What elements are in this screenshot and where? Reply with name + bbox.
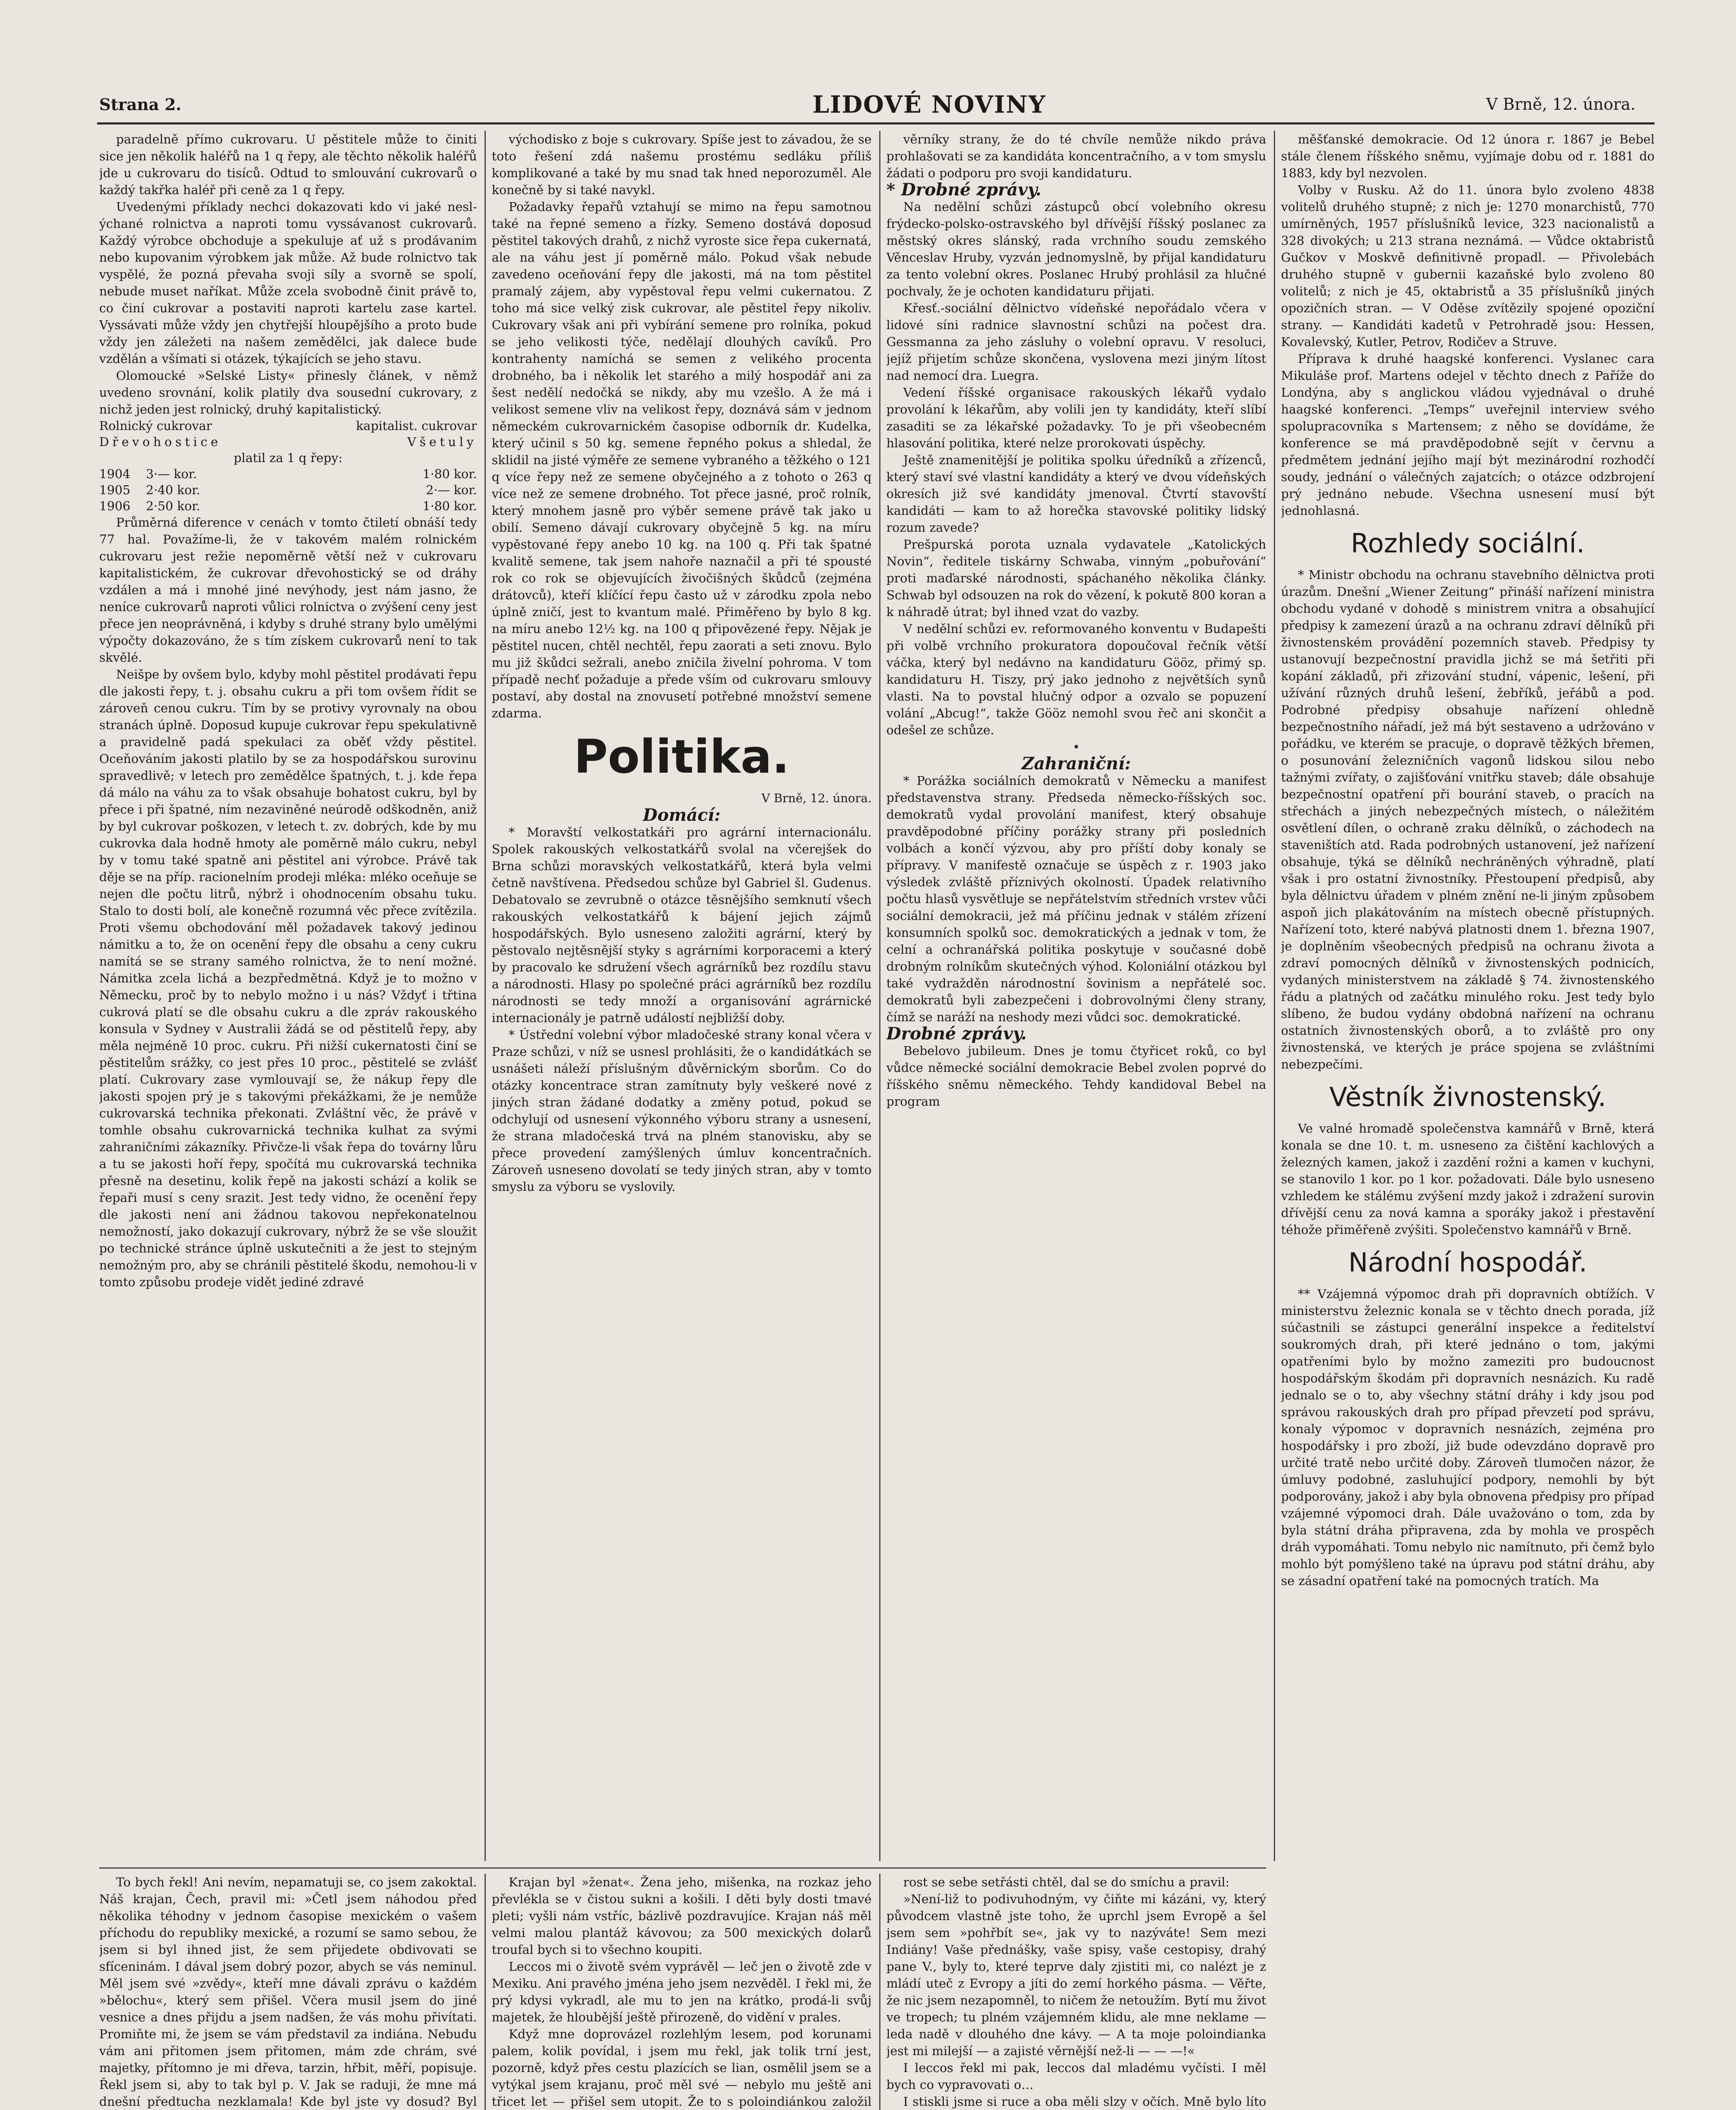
- table-place-left: Dřevohostice: [99, 435, 222, 449]
- article-text: V nedělní schůzi ev. reformovaného konventu v Budapešti při volbě vrchního prokuratora dopoučoval řečník větší váčka, který byl nedávno na kandidaturu Gööz, přimý sp. kandidaturu H. Tiszy, prý jako jednoho z největších synů vlasti. Na to povstal hlučný odpor a ozvalo se popuzení volání „Abcug!“, takže Gööz nemohl svou řeč ani skončit a odešel ze schůze.: [886, 622, 1266, 737]
- table-head-right: kapitalist. cukrovar: [356, 419, 477, 433]
- article-text: Vedení říšské organisace rakouských lékařů vydalo provolání k lékařům, aby volili jen ty kandidáty, kteří slíbí zasaditi se za lékařské požadavky. To je při všeobecném hlasování politika, které nelze prorokovati úspěchy.: [886, 385, 1266, 450]
- column-3: [886, 131, 1266, 1861]
- article-text: Ve valné hromadě společenstva kamnářů v Brně, která konala se dne 10. t. m. usneseno za čištění kachlových a železných kamen, jakož i zazdění rožni a kamen v kuchyni, se stanovilo 1 kor. po 1 kor. požadovati. Dále bylo usneseno vzhledem ke stálému zvýšení mzdy jakož i zdražení surovin dřívější cenu za nová kamna a sporáky jakož i přestavění téhože přiměřeně zvýšiti. Společenstvo kamnářů v Brně.: [1281, 1121, 1655, 1237]
- feuilleton-column-1: [99, 1874, 477, 2110]
- column-2: [492, 131, 872, 1861]
- feuilleton-text: »Není-liž to podivuhodným, vy čiňte mi kázáni, vy, který původcem vlastně jste toho, že uprchl jsem Evropě a šel jsem sem »pohřbít se«, jak vy to nazýváte! Sem mezi Indiány! Vaše přednášky, vaše spisy, vaše cestopisy, drahý pane V., byly to, které teprve daly zjistiti mi, co nalézt je z mládí uteč z Evropy a jíti do zemí horkého pásma. — Věřte, že nic jsem nezapomněl, to ničem že netoužím. Bytí mu život ve tropech; tu plném vzájemném klidu, ale mne neklame — leda nadě v dlouhého dne kávy. — A ta moje poloindianka jest mi milejší — a zajisté věrnější než-li — — —!«: [886, 1892, 1266, 2058]
- column-4: [1281, 131, 1655, 2110]
- article-text: Průměrná diference v cenách v tomto čtiletí obnáší tedy 77 hal. Považíme-li, že v takovém malém rolnickém cukrovaru jest režie nepoměrně větší než v cukrovaru kapitalistickém, že cukrovar dřevohostický se od dráhy vzdálen a má i mnohé jiné nevýhody, jest nám jasno, že neníce cukrovarů naproti vůlici rolnictva o zvýšení ceny jest přece jen neoprávněná, i kdyby s druhé strany bylo umělými výpočty dokazováno, že s tím získem cukrovarů není to tak skvělé.: [99, 515, 477, 665]
- article-text: * Moravští velkostatkáři pro agrární internacionálu. Spolek rakouských velkostatkářů svolal na včerejšek do Brna schůzi moravských velkostatkářů, která byla velmi četně navštívena. Předsedou schůze byl Gabriel šl. Gudenus. Debatovalo se zevrubně o otázce těsnějšího semknutí všech rakouských velkostatkářů k bájení jejich zájmů hospodářských. Bylo usneseno založiti agrární, který by pěstovalo nejtěsnější styky s agrárními korporacemi a který by pracovalo ke sdružení všech agrárníků bez rozdílu stavu a národnosti. Hlasy po společné práci agrárníků bez rozdílu národnosti se tedy množí a organisování agrárnické internacionály je patrně událostí nejbližší doby.: [492, 825, 872, 1025]
- article-text: ** Vzájemná výpomoc drah při dopravních obtížích. V ministerstvu železnic konala se v těchto dnech porada, jíž súčastnili se zástupci generální inspekce a ředitelství soukromých drah, při které jednáno o tom, jakými opatřeními bylo by možno zameziti pro budoucnost hospodářským škodám při dopravních nesnázích. Ku radě jednalo se o to, aby všechny státní dráhy i kdy jsou pod správou rakouských drah pro případ převzetí pod správu, konaly výpomoc v dopravních nesnázích, zejména pro hospodářsky i pro zboží, již bude odevzdáno dopravě pro určité tratě nebo určité doby. Zároveň tlumočen názor, že úmluvy podobné, zasluhující podpory, nemohli by být podporovány, jakož i aby byla obnovena předpisy pro případ vzájemné výpomoci drah. Dále uvažováno o tom, zda by byla státní dráha připravena, zda by mohla ve prospěch dráh vypomáhati. Tomu nebylo nic namítnuto, při čemž bylo mohlo být pomýšleno také na úpravu pod státní dráhu, aby se zásadní opatření také na pomocných tratích. Ma: [1281, 1287, 1655, 1588]
- article-text: měšťanské demokracie. Od 12 února r. 1867 je Bebel stále členem říšského sněmu, vyjímaje dobu od r. 1881 do 1883, kdy byl nezvolen.: [1281, 132, 1655, 180]
- drobne-zpravy-heading: Drobné zprávy.: [886, 1024, 1027, 1044]
- article-text: Příprava k druhé haagské konferenci. Vyslanec cara Mikuláše prof. Martens odejel v těchto dnech z Paříže do Londýna, aby s anglickou vládou vyjednával o druhé haagské konferenci. „Temps“ uveřejnil interview svého spolupracovníka s Martensem; z něho se dovídáme, že konference se má pravděpodobně sejít v červnu a předmětem jednání jejího mají být mezinárodní rozhodčí soudy, jednání o válečných zajatcích; o otázce odzbrojení prý jednáno nebude. Všechna usnesení musí být jednohlasná.: [1281, 352, 1655, 518]
- article-text: Neišpe by ovšem bylo, kdyby mohl pěstitel prodávati řepu dle jakosti řepy, t. j. obsahu cukru a při tom ovšem řídit se zároveň cenou cukru. Tím by se protivy vyrovnaly na obou stranách úplně. Doposud kupuje cukrovar řepu spekulativně a pravidelně padá spekulaci za oběť vždy pěstitel. Oceňováním jakosti platilo by se za hospodářskou surovinu spravedlivě; v letech pro zemědělce špatných, t. j. kde řepa dá málo na váhu za to však obsahuje bohatost cukru, byl by přece i při špatné, ním nezaviněné neúrodě odškodněn, aniž by byl cukrovar poškozen, v letech t. zv. dobrých, kde by mu cukrovka dala hodně hmoty ale poměrně málo cukru, nebyl by v tomu také spatně ani pěstitel ani výrobce. Právě tak děje se na příp. racionelním prodeji mléka: mléko oceňuje se nejen dle počtu litrů, nýbrž i ohodnocením obsahu tuku. Stalo to dosti bolí, ale konečně rozumná věc přece zvítězila. Proti všemu obchodování měl požadavek takový jedinou námitku a to, že on ocenění řepy dle obsahu a ceny cukru namítá se se strany samého rolnictva, že to není možné. Námitka zcela lichá a bezpředmětná. Když je to možno v Německu, proč by to nebylo možno i u nás? Vždyť i třtina cukrová platí se dle obsahu cukru a dle zpráv rakouského konsula v Sydney v Australii žádá se od pěstitelů řepy, aby měla nejméně 10 proc. cukru. Při nižší cukernatosti činí se pěstitelům srážky, co jest přes 10 proc., pěstitelé se zvlášť platí. Cukrovary zase vymlouvají se, že nákup řepy dle jakosti spojen prý je s takovými překážkami, že je nemůže cukrovarská technika překonati. Zvláštní věc, že právě v tomhle obsahu cukrovarnická technika kulhat za svými zahraničními zákazníky. Přivčze-li však řepa do továrny lůru a tu se jakosti hoří řepy, spočítá mu cukrovarská technika přesně na desetinu, kolik řepě na jakosti schází a kolik se řepaři musí s ceny srazit. Jest tedy vidno, že ocenění řepy dle jakosti není ani žádnou takovou nepřekonatelnou nemožností, jako dokazují cukrovary, nýbrž že se vše sloužit po technické stránce úplně uskutečniti a že jest to stejným nemožným pro, aby se chránili pěstitelé škodu, nemohou-li v tomto způsobu prodeje vidět jediné zdravé: [99, 667, 477, 1289]
- article-text: Ještě znamenitější je politika spolku úředníků a zřízenců, který staví své vlastní kandidáty a který ve dvou vídeňských okresích již své kandidáty jmenoval. Čtvrtí stavovští kandidáti — kam to až horečka stavovské politiky lidský rozum zavede?: [886, 453, 1266, 535]
- feuilleton-text: To bych řekl! Ani nevím, nepamatuji se, co jsem zakoktal. Náš krajan, Čech, pravil mi: »Četl jsem náhodou před několika téhodny v jednom časopise mexickém o vašem příchodu do republiky mexické, a rozumí se samo sebou, že jsem si byl ihned jist, že sem přijedete obdivovati se sfíceninám. I dával jsem dobrý pozor, abych se vás neminul. Měl jsem své »zvědy«, kteří mne dávali zprávu o každém »bělochu«, který sem přišel. Včera musil jsem do jiné vesnice a dnes přijdu a jsem nadšen, že vás mohu přivítati. Promiňte mi, že jsem se vám představil za indiána. Nebudu vám ani přitomen jsem přitomen, mám zde chrám, své majetky, přítomno je mi dřeva, tarzin, hřbit, měří, popisuje. Řekl jsem si, aby to tak byl p. V. Jak se raduji, že mne má dnešní předtucha nezklamala! Kde byl jste vy dosud? Byl: [99, 1875, 477, 2109]
- narodni-heading: Národní hospodář.: [1348, 1247, 1587, 1278]
- politika-heading: Politika.: [574, 730, 790, 784]
- table-caption: platil za 1 q řepy:: [233, 451, 343, 465]
- feuilleton-text: Krajan byl »ženat«. Žena jeho, mišenka, na rozkaz jeho převlékla se v čistou sukni a košili. I děti byly dosti tmavé pleti; vyšli nám vstříc, bázlivě pozdravujíce. Krajan náš měl velmi malou plantáž kávovou; za 500 mexických dolarů troufal bych si to všechno koupiti.: [492, 1875, 872, 1957]
- feuilleton-rule: [99, 1867, 1266, 1869]
- article-text: Volby v Rusku. Až do 11. února bylo zvoleno 4838 volitelů druhého stupně; z nich je: 1270 monarchistů, 770 umírněných, 1957 příslušníků levice, 323 nacionalistů a 328 divokých; u 213 strana neznámá. — Vůdce oktabristů Gučkov v Moskvě definitivně propadl. — Přivolebách druhého stupně v gubernii kazaňské bylo zvoleno 80 volitelů; z nich je 45, oktabristů a 35 příslušníků jiných opozičních stran. — V Oděse zvítězily spojené opoziční strany. — Kandidáti kadetů v Petrohradě jsou: Hessen, Kovalevský, Kutler, Petrov, Rodičev a Struve.: [1281, 183, 1655, 349]
- feuilleton-text: rost se sebe setřásti chtěl, dal se do smíchu a pravil:: [903, 1875, 1230, 1889]
- drobne-zpravy-heading: * Drobné zprávy.: [886, 180, 1042, 200]
- article-text: Bebelovo jubileum. Dnes je tomu čtyřicet roků, co byl vůdce německé sociální demokracie Bebel zvolen poprvé do říšského sněmu německého. Tehdy kandidoval Bebel na program: [886, 1044, 1266, 1109]
- domaci-heading: Domácí:: [643, 805, 720, 825]
- table-row: 1904 3·— kor. 1·80 kor.: [99, 467, 477, 481]
- masthead: [99, 91, 1652, 120]
- masthead-rule: [97, 122, 1655, 124]
- column-1: [99, 131, 477, 1861]
- article-text: Olomoucké »Selské Listy« přinesly článek, v němž uvedeno srovnání, kolik platily dva sousední cukrovary, z nichž jeden jest rolnický, druhý kapitalistický.: [99, 368, 477, 417]
- column-divider: [1274, 131, 1275, 1861]
- date-line: V Brně, 12. února.: [1486, 95, 1636, 114]
- feuilleton-text: I leccos řekl mi pak, leccos dal mladému vyčísti. I měl bych co vypravovati o…: [886, 2061, 1266, 2092]
- vestnik-heading: Věstník živnostenský.: [1329, 1082, 1606, 1112]
- table-row: 1905 2·40 kor. 2·— kor.: [99, 483, 477, 497]
- article-text: Uvedenými příklady nechci dokazovati kdo vi jaké neslýchané rolnictva a naproti tomu vyssávanost cukrovarů. Každý výrobce obchoduje a spekuluje ať už s prodávanim nebo kupovanim výrobkem jak může. Až bude rolnictvo tak vyspělé, že pozná převaha svoji síly a svorně se spolí, nebude muset naříkat. Může zcela svobodně činit právě to, co činí cukrovar a postaviti naproti kartelu zase kartel. Vyssávati může vždy jen chytřejší hloupějšího a proto bude vždy jen záležeti na našem zemědělci, jak dalece bude vzdělán a všímati si otázek, týkajících se jeho stavu.: [99, 200, 477, 366]
- rozhledy-heading: Rozhledy sociální.: [1351, 528, 1585, 559]
- article-text: východisko z boje s cukrovary. Spíše jest to závadou, že se toto řešení zdá našemu prostému sedláku příliš komplikované a také by mu snad tak hned neporozuměl. Ale konečně by si také navykl.: [492, 132, 872, 197]
- article-text: Prešpurská porota uznala vydavatele „Katolických Novin“, ředitele tiskárny Schwaba, vinným „pobuřování“ proti maďarské národnosti, spáchaného několika články. Schwab byl odsouzen na rok do vězení, k pokutě 800 koran a k náhradě útrat; byl ihned vzat do vazby.: [886, 537, 1266, 619]
- sugar-price-table: [99, 418, 477, 514]
- article-text: * Ústřední volební výbor mladočeské strany konal včera v Praze schůzi, v níž se usnesl prohlásiti, že o kandidátkách se usnášeti náleží příslušným důvěrnickým sborům. Co do otázky koncentrace stran zamítnuty byly veškeré nové z jiných stran žádané dodatky a změny potud, pokud se odchylují od usnesení výkonného výboru strany a usnesení, že strana mladočeská trvá na plném stanovisku, aby se přece provedení zamýšlených úmluv koncentračních. Zároveň usneseno dovolatí se tedy jiných stran, aby v tomto smyslu za výboru se vyslovily.: [492, 1028, 872, 1194]
- table-head-left: Rolnický cukrovar: [99, 419, 212, 433]
- column-divider: [879, 1874, 880, 2110]
- zahranicni-heading: Zahraniční:: [1021, 754, 1131, 774]
- feuilleton-text: Když mne doprovázel rozlehlým lesem, pod korunami palem, kolik povídal, i jsem mu řekl, jak tolik trní jest, pozorně, když přes cestu plazících se lian, osmělil jsem se a vytýkal jsem krajanu, proč měl své — nebylo mu ještě ani třicet let — přišel sem utopit. Že to s poloindiánkou založil: [492, 2027, 872, 2109]
- table-row: 1906 2·50 kor. 1·80 kor.: [99, 499, 477, 513]
- column-divider: [485, 131, 486, 1861]
- feuilleton-column-3: [886, 1874, 1266, 2110]
- column-divider: [485, 1874, 486, 2110]
- feuilleton-text: Leccos mi o životě svém vyprávěl — leč jen o životě zde v Mexiku. Ani pravého jména jeho jsem nezvěděl. I řekl mi, že prý kdysi vykradl, ale mu to jen na krátko, prodá-li svůj majetek, že hloubější ještě přirozeně, do vidění v prales.: [492, 1959, 872, 2024]
- feuilleton-column-2: [492, 1874, 872, 2110]
- article-text: Na nedělní schůzi zástupců obcí volebního okresu frýdecko-polsko-ostravského byl dřívější říšský poslanec za městský okres slánský, rada vrchního soudu zemského Věnceslav Hruby, vyzván jednomyslně, by přijal kandidaturu za tento volební okres. Poslanec Hrubý prohlásil za hlučné pochvaly, že je ochoten kandidaturu přijati.: [886, 200, 1266, 298]
- newspaper-title: LIDOVÉ NOVINY: [812, 91, 1046, 119]
- feuilleton-text: I stiskli jsme si ruce a oba měli slzy v očích. Mně bylo líto: [903, 2094, 1266, 2109]
- article-text: Křesť.-sociální dělnictvo vídeňské nepořádalo včera v lidové síni radnice slavnostní schůzi na počest dra. Gessmanna za jeho zásluhy o volební opravu. V resoluci, jejíž přijetím schůze skončena, vyslovena mezi jiným lítost nad nemocí dra. Luegra.: [886, 301, 1266, 383]
- table-place-right: Všetuly: [407, 435, 477, 449]
- column-divider: [879, 131, 880, 1861]
- page-number: Strana 2.: [99, 95, 181, 114]
- article-text: paradelně přímo cukrovaru. U pěstitele může to činiti sice jen několik haléřů na 1 q řepy, ale těchto několik haléřů jde u cukrovaru do tisíců. Odtud to smlouvání cukrovarů o každý takřka haléř při ceně za 1 q řepy.: [99, 132, 477, 197]
- article-text: věrníky strany, že do té chvíle nemůže nikdo práva prohlašovati se za kandidáta koncentračního, a v tom smyslu žádati o podporu pro svoji kandidaturu.: [886, 132, 1266, 180]
- separator-star: •: [1072, 740, 1080, 754]
- article-text: * Porážka sociálních demokratů v Německu a manifest představenstva strany. Předseda německo-říšských soc. demokratů vydal provolání manifest, který obsahuje pravděpodobné příčiny porážky strany při posledních volbách a končí výzvou, aby pro příští doby konaly se přípravy. V manifestě označuje se úspěch z r. 1903 jako výsledek zvláště příznivých okolností. Úpadek relativního počtu hlasů vysvětluje se nepřátelstvím středních vrstev vůči sociální demokracii, jež má příčinu jednak v stálém zřízení konsumních spolků soc. demokratických a jednak v tom, že celní a ochranářská politika poskytuje v současné době drobným rolníkům skutečných výhod. Koloniální otázkou byl také vydražděn národnostní šovinism a nepřátelé soc. demokratů byli zabezpečeni i dobrovolnými členy strany, čímž se naráží na neshody mezi vůdci soc. demokratické.: [886, 774, 1266, 1024]
- politika-date: V Brně, 12. února.: [761, 791, 872, 805]
- article-text: * Ministr obchodu na ochranu stavebního dělnictva proti úrazům. Dnešní „Wiener Zeitung“ přináší nařízení ministra obchodu vydané v dohodě s ministrem vnitra a obsahující předpisy k zamezení úrazů a na ochranu zdraví dělníků při živnostenském provádění pozemních staveb. Předpisy ty ustanovují bezpečnostní pravidla jichž se má šetřiti při kopání základů, při zřizování studní, vápenic, lešení, při užívání různých druhů lešení, žebříků, jeřábů a pod. Podrobné předpisy obsahuje nařízení ohledně bezpečnostního nářadí, jež má být sestaveno a udržováno v pořádku, ve kterém se pracuje, o dopravě těžkých břemen, o posunování železničních vagonů lidskou silou nebo tažnými zvířaty, o zajišťování vnitřku staveb; dále obsahuje bezpečnostní opatření při bourání staveb, o pracích na střechách a jiných nebezpečných místech, o náležitém osvětlení dílen, o ochraně zraku dělníků, o záchodech na staveništích atd. Rada podrobných ustanovení, jež nařízení obsahuje, týká se dělníků nechráněných výhradně, platí však i pro ostatní živnostníky. Přestoupení předpisů, aby byla dělnictvu úřadem v plném znění ne-li jiným způsobem aspoň jich plakátováním na místech obecně přístupných. Nařízení toto, které nabývá platnosti dnem 1. března 1907, je doplněním všeobecných předpisů na ochranu života a zdraví pomocných dělníků v živnostenských podnicích, vydaných ministerstvem na základě § 74. živnostenského řádu a platných od začátku minulého roku. Jest tedy bylo slíbeno, že budou vydány obdobná nařízení na ochranu ostatních živnostenských oborů, a to zvláště pro ony živnostenská, ve kterých je práce spojena se zvláštními nebezpečími.: [1281, 568, 1655, 1071]
- article-text: Požadavky řepařů vztahují se mimo na řepu samotnou také na řepné semeno a řízky. Semeno dostává doposud pěstitel takových drahů, z nichž vyroste sice řepa cukernatá, ale na váhu jest jí poměrně málo. Pokud však nebude zavedeno oceňování řepy dle jakosti, má na tom pěstitel pramalý zájem, aby vypěstoval řepu velmi cukernatou. Z toho má sice velký zisk cukrovar, ale pěstitel řepy nikoliv. Cukrovary však ani při vybírání semene pro rolníka, pokud se jeho velikosti týče, nedělají dlouhých cavíků. Pro kontrahenty namíchá se semen z velikého procenta drobného, ba i několik let starého a milý hospodář ani za šest nedělí nedočká se nikdy, aby mu vzešlo. A že má i velikost semene vliv na velikost řepy, doznává sám v jednom německém cukrovarnickém časopise odborník dr. Kudelka, který učinil s 50 kg. semene řepného pokus a shledal, že sklidil na jisté výměře ze semene vybraného a těžkého o 121 q více řepy než ze semene obyčejného a z tohoto o 263 q více než ze semene drobného. Tot přece jasné, proč rolník, který mnohem jasně pro výběr semene právě tak jako u obilí. Semeno dávají cukrovary obyčejně 5 kg. na míru vypěstované řepy anebo 10 kg. na 100 q. Při tak špatné kvalitě semene, tak jsem nahoře naznačil a při té spousté rok co rok se objevujících živočišných škůdců (zejména drátovců), kteří klíčící řepu často už v zárodku zpola nebo úplně zničí, jest to kvantum malé. Přiměřeno by bylo 8 kg. na míru anebo 12½ kg. na 100 q připovězené řepy. Nějak je pěstitel nucen, chtěl nechtěl, řepu zaorati a seti znovu. Bylo mu již škůdci sežrali, anebo zničila živelní pohroma. V tom případě nechť požaduje a přede vším od cukrovaru smlouvy postaví, aby dostal na znovusetí potřebné množství semene zdarma.: [492, 200, 872, 720]
